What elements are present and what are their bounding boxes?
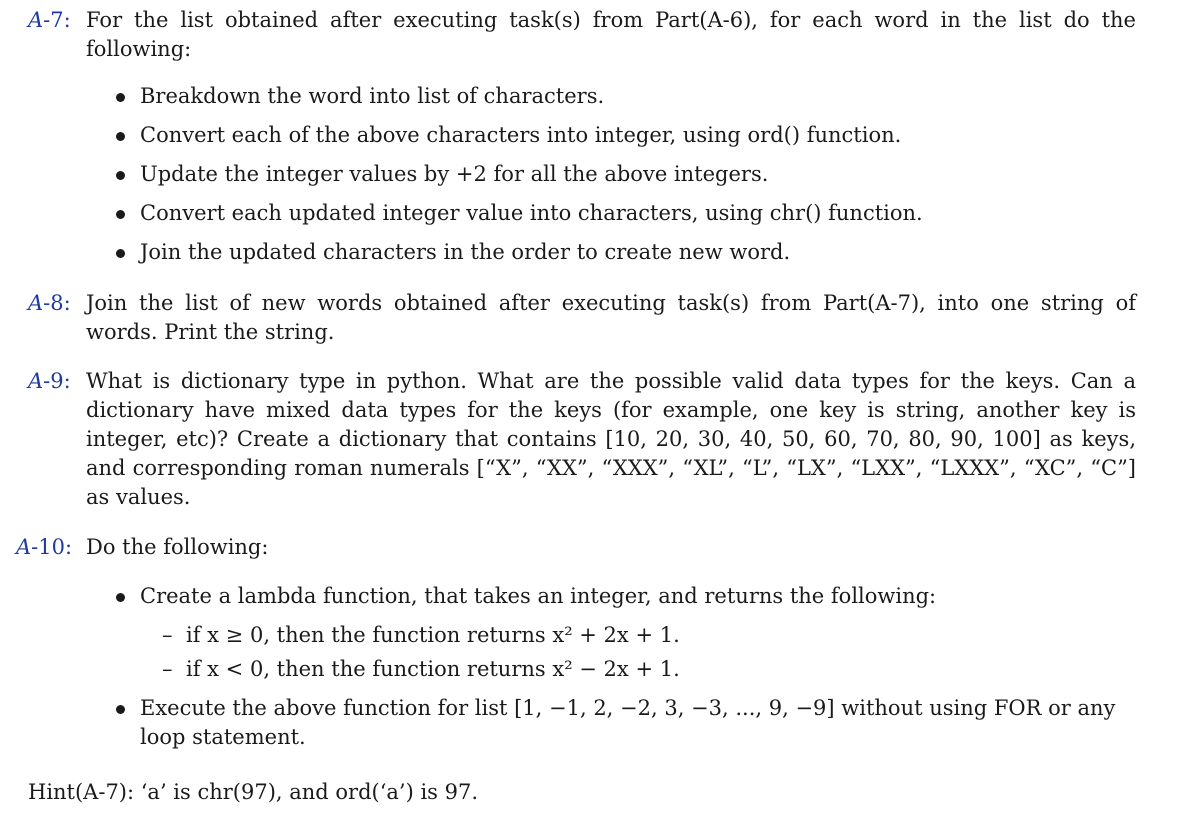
- lambda-cases: [140, 621, 1136, 684]
- question-a10-intro: Do the following:: [86, 535, 269, 559]
- list-item: Update the integer values by +2 for all the above integers.: [86, 160, 1136, 189]
- question-label-a9: A-9:: [28, 369, 71, 393]
- sub-list-item: – if x ≥ 0, then the function returns x² + 2x + 1.: [140, 621, 1136, 650]
- list-item: [86, 582, 1136, 684]
- question-a9-text: What is dictionary type in python. What are the possible valid data types for the keys. Can a dictionary have mixed data types for the keys (for example, one key is string, another key is integer, etc)? Create a dictionary that contains [10, 20, 30, 40, 50, 60, 70, 80, 90, 100] as keys, and corresponding roman numerals [“X”, “XX”, “XXX”, “XL”, “L”, “LX”, “LXX”, “LXXX”, “XC”, “C”] as values.: [86, 369, 1136, 509]
- list-item: Convert each updated integer value into characters, using chr() function.: [86, 199, 1136, 228]
- question-label-a10: A-10:: [16, 535, 73, 559]
- list-item: Join the updated characters in the order to create new word.: [86, 238, 1136, 267]
- question-a10-steps: [86, 582, 1136, 752]
- question-a7-steps: [86, 82, 1136, 267]
- question-a7-intro: For the list obtained after executing task(s) from Part(A-6), for each word in the list do the following:: [86, 8, 1136, 61]
- question-label-a7: A-7:: [28, 8, 71, 32]
- question-label-a8: A-8:: [28, 291, 71, 315]
- list-item: Execute the above function for list [1, −1, 2, −2, 3, −3, ..., 9, −9] without using FOR or any loop statement.: [86, 694, 1136, 752]
- hint-text: Hint(A-7): ‘a’ is chr(97), and ord(‘a’) is 97.: [28, 780, 479, 804]
- list-item: Breakdown the word into list of characters.: [86, 82, 1136, 111]
- list-item: Convert each of the above characters into integer, using ord() function.: [86, 121, 1136, 150]
- list-item-text: Create a lambda function, that takes an integer, and returns the following:: [140, 584, 937, 608]
- question-a8-text: Join the list of new words obtained after executing task(s) from Part(A-7), into one string of words. Print the string.: [86, 291, 1136, 344]
- sub-list-item: – if x < 0, then the function returns x² − 2x + 1.: [140, 655, 1136, 684]
